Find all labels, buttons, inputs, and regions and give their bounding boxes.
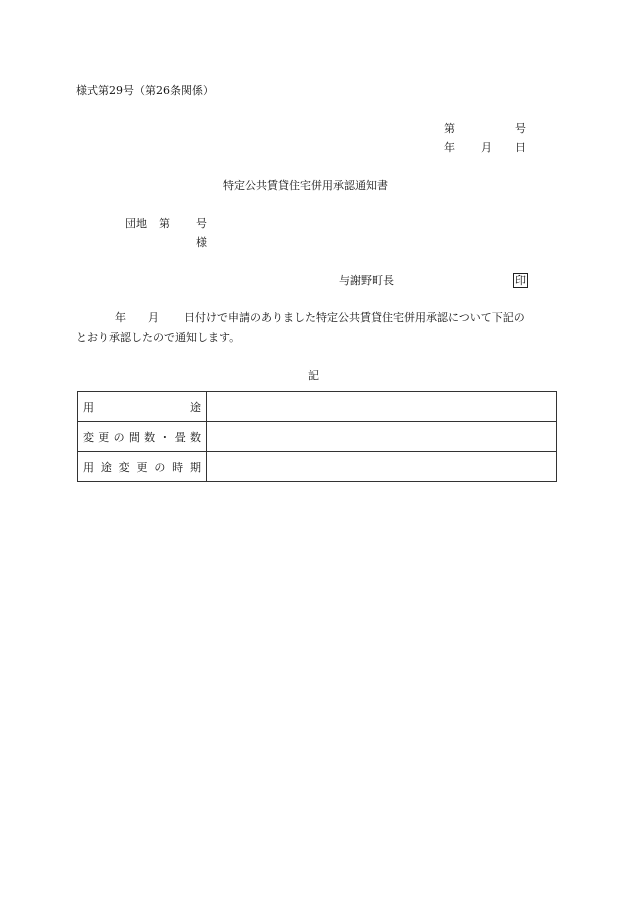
body-line1: 日付けで申請のありました特定公共賃貸住宅併用承認について下記の	[184, 311, 525, 324]
label-char: 更	[136, 460, 148, 474]
table-row	[78, 392, 557, 422]
label-char: 変	[118, 460, 130, 474]
label-char: 用	[83, 460, 94, 474]
date-month: 月	[481, 141, 492, 154]
recipient-dai: 第	[159, 217, 170, 230]
seal-mark: 印	[515, 274, 526, 287]
row-label-youto	[78, 392, 207, 422]
body-month: 月	[148, 311, 159, 324]
detail-table	[77, 391, 557, 482]
ref-go: 号	[515, 122, 526, 135]
table-row	[78, 422, 557, 452]
label-char: ・	[159, 430, 171, 444]
table-row	[78, 452, 557, 482]
body-year: 年	[115, 311, 126, 324]
row-label-jiki	[78, 452, 207, 482]
issuer-name: 与謝野町長	[339, 274, 394, 287]
label-char: 畳	[174, 430, 186, 444]
label-char: 間	[128, 430, 140, 444]
row-value-jiki	[207, 452, 557, 482]
label-char: の	[154, 460, 166, 474]
label-char: の	[113, 430, 125, 444]
page-title: 特定公共賃貸住宅併用承認通知書	[223, 179, 388, 192]
form-id: 様式第29号（第26条関係）	[76, 84, 214, 97]
row-value-youto	[207, 392, 557, 422]
label-char: 期	[189, 460, 201, 474]
row-value-madori	[207, 422, 557, 452]
label-char: 途	[190, 400, 201, 414]
date-year: 年	[444, 141, 455, 154]
label-char: 時	[172, 460, 184, 474]
label-char: 数	[144, 430, 156, 444]
label-char: 用	[83, 400, 94, 414]
label-char: 変	[83, 430, 94, 444]
ki-heading: 記	[308, 369, 319, 382]
ref-dai: 第	[444, 122, 455, 135]
recipient-danchi: 団地	[125, 217, 147, 230]
date-day: 日	[515, 141, 526, 154]
recipient-go: 号	[196, 217, 207, 230]
row-label-madori	[78, 422, 207, 452]
label-char: 更	[98, 430, 110, 444]
body-line2: とおり承認したので通知します。	[76, 331, 241, 344]
recipient-sama: 様	[196, 236, 207, 249]
label-char: 途	[100, 460, 112, 474]
label-char: 数	[189, 430, 201, 444]
